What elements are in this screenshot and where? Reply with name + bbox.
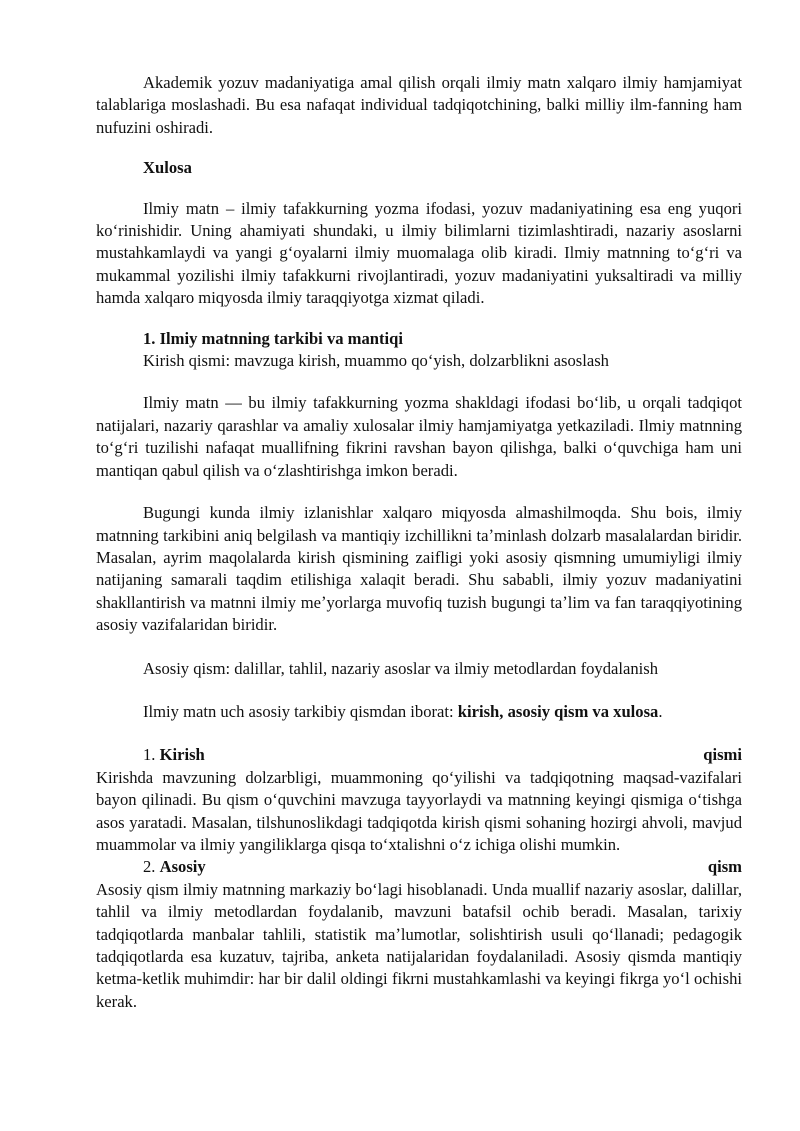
part-title: Kirish xyxy=(159,745,205,765)
paragraph-main-part-summary: Asosiy qism: dalillar, tahlil, nazariy asoslar va ilmiy metodlardan foydalanish xyxy=(143,658,659,678)
part-title-tail: qismi xyxy=(703,745,742,765)
part-number: 2. xyxy=(143,857,160,877)
part-number: 1. xyxy=(143,745,160,765)
section-heading-structure: 1. Ilmiy matnning tarkibi va mantiqi xyxy=(143,328,404,348)
section-subheading-introduction: Kirish qismi: mavzuga kirish, muammo qoʻyish, dolzarblikni asoslash xyxy=(143,351,609,371)
part-heading-main xyxy=(96,856,742,878)
paragraph-main-body: Asosiy qism ilmiy matnning markaziy boʻlagi hisoblanadi. Unda muallif nazariy asoslar, dalillar, tahlil va ilmiy metodlardan foydalanib, mavzuni batafsil ochib beradi. Masalan, tarixiy tadqiqotlarda manbalar tahlili, statistik maʼlumotlar, solishtirish usuli qoʻllanadi; pedagogik tadqiqotlarda esa kuzatuv, tajriba, anketa natijalaridan foydalaniladi. Asosiy qismda mantiqiy ketma-ketlik muhimdir: har bir dalil oldingi fikrni mustahkamlashi va keyingi fikrga yoʻl ochishi kerak. xyxy=(96,879,742,1011)
three-parts-bold: kirish, asosiy qism va xulosa xyxy=(457,701,659,721)
paragraph-scientific-text: Ilmiy matn — bu ilmiy tafakkurning yozma shakldagi ifodasi boʻlib, u orqali tadqiqot natijalari, nazariy qarashlar va amaliy xulosalar ilmiy hamjamiyatga yetkaziladi. Ilmiy matnning toʻgʻri tuzilishi nafaqat muallifning fikrini ravshan bayon qilishga, balki oʻquvchiga ham uni mantiqan qabul qilish va oʻzlashtirishga imkon beradi. xyxy=(96,393,742,480)
paragraph-introduction-body: Kirishda mavzuning dolzarbligi, muammoning qoʻyilishi va tadqiqotning maqsad-vazifalari bayon qilinadi. Bu qism oʻquvchini mavzuga tayyorlaydi va matnning keyingi qismiga oʻtishga asos yaratadi. Masalan, tilshunoslikdagi tadqiqotda kirish qismi sohaning hozirgi ahvoli, mavjud muammolar va ilmiy yangiliklarga qisqa toʻxtalishni oʻz ichiga olishi mumkin. xyxy=(96,767,742,854)
three-parts-prefix: Ilmiy matn uch asosiy tarkibiy qismdan iborat: xyxy=(143,701,458,721)
three-parts-suffix: . xyxy=(658,701,663,721)
part-heading-main-left xyxy=(143,856,206,878)
conclusion-heading: Xulosa xyxy=(143,158,192,178)
part-heading-introduction xyxy=(96,744,742,766)
paragraph-conclusion: Ilmiy matn – ilmiy tafakkurning yozma ifodasi, yozuv madaniyatining esa eng yuqori koʻrinishidir. Uning ahamiyati shundaki, u ilmiy bilimlarni tizimlashtiradi, nazariy asoslarni mustahkamlaydi va yangi gʻoyalarni ilmiy muomalaga olib kiradi. Ilmiy matnning toʻgʻri va mukammal yozilishi ilmiy tafakkurni rivojlantiradi, yozuv madaniyatini yuksaltiradi va milliy hamda xalqaro miqyosda ilmiy taraqqiyotga xizmat qiladi. xyxy=(96,198,742,308)
part-title-tail: qism xyxy=(707,857,742,877)
paragraph-academic-culture: Akademik yozuv madaniyatiga amal qilish orqali ilmiy matn xalqaro ilmiy hamjamiyat talablariga moslashadi. Bu esa nafaqat individual tadqiqotchining, balki milliy ilm-fanning ham nufuzini oshiradi. xyxy=(96,73,742,137)
paragraph-three-parts xyxy=(96,701,742,723)
part-title: Asosiy xyxy=(159,857,206,877)
paragraph-international-research: Bugungi kunda ilmiy izlanishlar xalqaro miqyosda almashilmoqda. Shu bois, ilmiy matnning tarkibini aniq belgilash va mantiqiy izchillikni taʼminlash dolzarb masalalardan biridir. Masalan, ayrim maqolalarda kirish qismining zaifligi yoki asosiy qismning umumiyligi ilmiy natijaning samarali taqdim etilishiga xalaqit beradi. Shu sababli, ilmiy yozuv madaniyatini shakllantirish va matnni ilmiy meʼyorlarga muvofiq tuzish bugungi taʼlim va fan taraqqiyotining asosiy vazifalaridan biridir. xyxy=(96,503,742,635)
part-heading-introduction-left xyxy=(143,744,205,766)
document-page xyxy=(96,72,742,1013)
